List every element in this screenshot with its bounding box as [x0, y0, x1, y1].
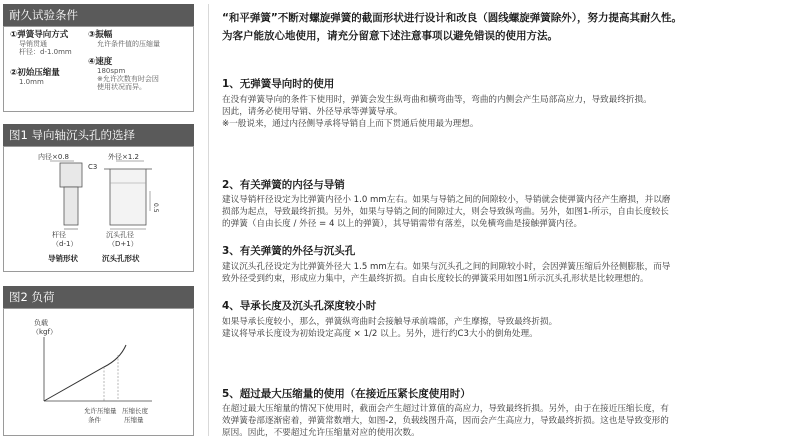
- fig2-load-curve: [44, 345, 126, 401]
- column-divider: [208, 4, 209, 436]
- c3-label: C3: [88, 163, 98, 171]
- section-4-line-2: 建议将导承长度设为初始设定高度 × 1/2 以上。另外，进行约C3大小的倒角处理。: [222, 329, 538, 339]
- guide-pin-upper: [60, 163, 82, 187]
- section-5-title: 5、超过最大压缩量的使用（在接近压紧长度使用时）: [222, 388, 471, 400]
- section-3-title: 3、有关弹簧的外径与沉头孔: [222, 245, 356, 257]
- section-2-line-1: 建议导销杆径设定为比弹簧内径小 1.0 mm左右。如果与导销之间的间隙较小，导销就会使弹簧内径产生磨损，并以磨: [222, 195, 671, 205]
- fig2-ylabel-2: （kgf）: [32, 328, 57, 336]
- fig2-ylabel-1: 负载: [34, 319, 48, 327]
- rod-label: 杆径: [52, 231, 66, 239]
- section-5-line-2: 效弹簧卷部逐渐密着，弹簧常数增大，如图-2，负载线图升高，因而会产生高应力，导致最终折损。这也是导致变形的: [222, 416, 669, 426]
- section-2-line-3: 的弹簧（自由长度 / 外径 = 4 以上的弹簧），其导销需带有落差，以免横弯曲是接触弹簧内径。: [222, 219, 583, 229]
- hole-label: 沉头孔径: [106, 231, 134, 239]
- fig1-title: 图1 导向轴沉头孔的选择: [9, 128, 135, 142]
- rod-value: （d-1）: [52, 240, 78, 248]
- condition-amplitude: ③振幅 允许条件值的压缩量: [88, 30, 160, 48]
- fig2-x-label-2b: 压缩量: [124, 416, 144, 424]
- section-1-title: 1、无弹簧导向时的使用: [222, 78, 335, 90]
- fig2-header: [3, 286, 194, 308]
- outer-dia-label: 外径×1.2: [108, 153, 139, 161]
- section-5-line-3: 原因。因此，不要超过允许压缩量对应的使用次数。: [222, 428, 420, 438]
- section-2-title: 2、有关弹簧的内径与导销: [222, 179, 345, 191]
- section-1-line-3: ※一般说来，通过内径侧导承将导销自上而下贯通后使用最为理想。: [222, 119, 479, 129]
- section-4-line-1: 如果导承长度较小，那么，弹簧纵弯曲时会接触导承前端部，产生摩擦，导致最终折损。: [222, 317, 558, 327]
- section-1-line-2: 因此，请务必使用导销、外径导承等弹簧导承。: [222, 107, 403, 117]
- condition-initial-compression: ②初始压缩量 1.0mm: [10, 68, 60, 86]
- test-conditions-box: [3, 26, 194, 112]
- inner-dia-label: 内径×0.8: [38, 153, 69, 161]
- test-conditions-title: 耐久试验条件: [9, 8, 78, 22]
- fig1-box: [3, 146, 194, 272]
- condition-speed: ④速度 180spm ※允许次数有时会因 使用状况而异。: [88, 57, 159, 91]
- fig2-x-label-1b: 条件: [88, 416, 101, 424]
- fig2-x-label-1a: 允许压缩量: [84, 407, 117, 415]
- lead-line-1: “和平弹簧”不断对螺旋弹簧的截面形状进行设计和改良（圆线螺旋弹簧除外），努力提高其耐久性。: [222, 12, 683, 24]
- fig1-caption-left: 导销形状: [48, 254, 78, 263]
- fig2-title: 图2 负荷: [9, 290, 55, 304]
- section-3-line-2: 致外径受到约束，形成应力集中，产生最终折损。自由长度较长的弹簧采用如图1所示沉头孔形状是比较理想的。: [222, 274, 649, 284]
- fig1-diagram: [4, 147, 193, 271]
- section-3-line-1: 建议沉头孔径设定为比弹簧外径大 1.5 mm左右。如果与沉头孔之间的间隙较小时，会因弹簧压缩后外径侧膨胀，而导: [222, 262, 671, 272]
- dim-05-label: 0.5: [152, 203, 159, 213]
- test-conditions-header: [3, 4, 194, 26]
- fig2-load-chart: [4, 309, 193, 435]
- fig2-x-label-2a: 压缩长度: [122, 407, 148, 415]
- condition-guide: ①弹簧导向方式 导销贯通 杆径：d-1.0mm: [10, 30, 72, 56]
- section-4-title: 4、导承长度及沉头孔深度较小时: [222, 300, 377, 312]
- section-1-line-1: 在没有弹簧导向的条件下使用时，弹簧会发生纵弯曲和横弯曲等，弯曲的内侧会产生局部高应力，导致最终折损。: [222, 95, 652, 105]
- section-2-line-2: 损部为起点，导致最终折损。另外，如果与导销之间的间隙过大，则会导致纵弯曲。另外，如图1-所示，自由长度较长: [222, 207, 669, 217]
- counterbore-hole: [110, 169, 146, 225]
- hole-value: （D+1）: [108, 240, 138, 248]
- lead-line-2: 为客户能放心地使用，请充分留意下述注意事项以避免错误的使用方法。: [222, 30, 558, 42]
- fig1-caption-right: 沉头孔形状: [102, 254, 140, 263]
- fig1-header: [3, 124, 194, 146]
- guide-pin-lower: [64, 187, 78, 225]
- fig2-box: [3, 308, 194, 436]
- section-5-line-1: 在超过最大压缩量的情况下使用时，截面会产生超过计算值的高应力，导致最终折损。另外，由于在接近压缩长度，有: [222, 404, 669, 414]
